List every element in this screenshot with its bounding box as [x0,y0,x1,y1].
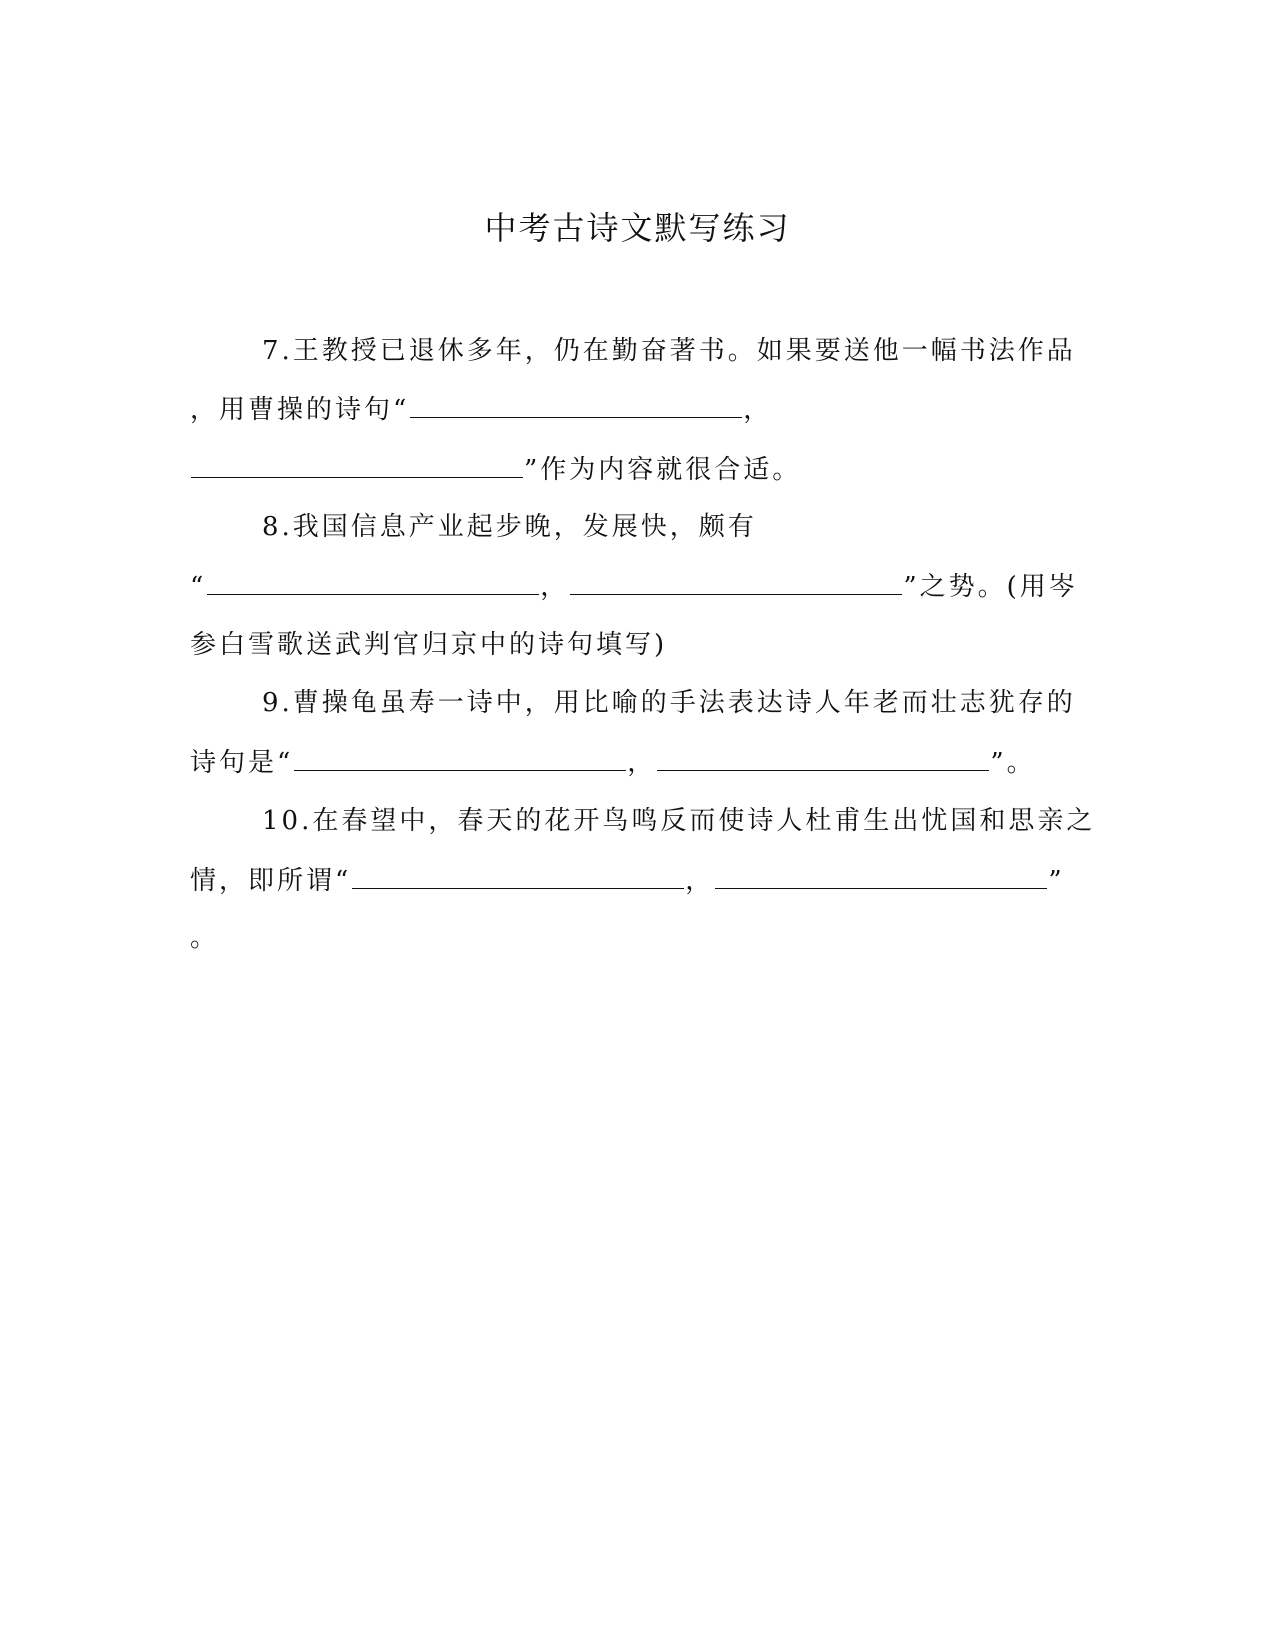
q8-line2-suffix: ”之势。(用岑 [903,572,1078,602]
q10-blank-1[interactable] [352,862,684,889]
q10-line2-prefix: 情，即所谓“ [190,866,352,896]
q7-line3 [190,451,801,488]
q7-blank-2[interactable] [191,451,523,478]
q7-line3-suffix: ”作为内容就很合适。 [524,455,802,485]
q7-line1: 7.王教授已退休多年，仍在勤奋著书。如果要送他一幅书法作品 [262,336,1076,366]
q9-line2-mid: ， [627,748,657,778]
q7-line2 [190,391,772,428]
q9-blank-1[interactable] [294,744,626,771]
q10-line2-suffix: ” [1048,866,1065,896]
q7-line2-suffix: ， [743,395,773,425]
q10-line2-mid: ， [685,866,715,896]
q10-line2 [190,862,1065,899]
q8-line2 [190,568,1078,605]
q7-blank-1[interactable] [410,391,742,418]
q8-line2-mid: ， [540,572,570,602]
q10-line1: 10.在春望中，春天的花开鸟鸣反而使诗人杜甫生出忧国和思亲之 [262,806,1096,836]
q10-blank-2[interactable] [715,862,1047,889]
q9-line1: 9.曹操龟虽寿一诗中，用比喻的手法表达诗人年老而壮志犹存的 [262,688,1076,718]
q8-line3: 参白雪歌送武判官归京中的诗句填写) [190,630,668,660]
q9-line2 [190,744,1036,781]
q8-line2-prefix: “ [190,572,207,602]
q10-line3: 。 [190,923,220,953]
q8-blank-2[interactable] [570,568,902,595]
page-title: 中考古诗文默写练习 [484,209,791,247]
q8-blank-1[interactable] [207,568,539,595]
q8-line1: 8.我国信息产业起步晚，发展快，颇有 [262,512,757,542]
q7-line2-prefix: ，用曹操的诗句“ [190,395,410,425]
q9-blank-2[interactable] [657,744,989,771]
q9-line2-prefix: 诗句是“ [190,748,294,778]
q9-line2-suffix: ”。 [990,748,1036,778]
